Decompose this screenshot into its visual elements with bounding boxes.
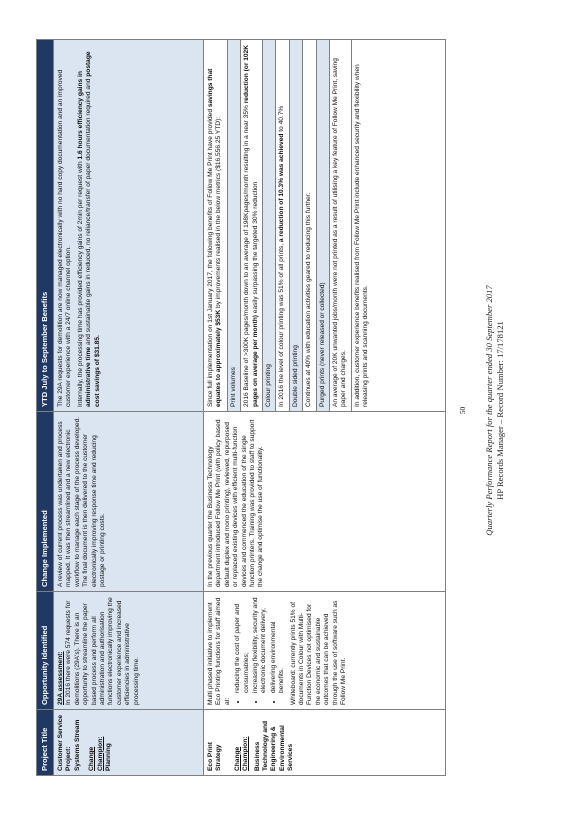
opportunity-heading: 29A assessment:: [57, 651, 64, 705]
metrics-list: [227, 40, 373, 411]
project-title: Customer Service Project:: [57, 714, 73, 771]
benefits-cell: [54, 40, 204, 412]
benefit-paragraph: The 29A requests for demolition are now managed electronically with no hard copy documentation and an improved customer experience with a 24/7 online channel option.: [57, 69, 73, 407]
champion-value: Planning: [105, 743, 113, 771]
table-row: [204, 40, 446, 776]
metric-text-extra: In addition, customer experience benefits realised from Follow Me Print include enhanced security and flexibility when releasing prints and scanning documents.: [351, 40, 373, 411]
benefits-cell: [204, 40, 446, 412]
change-text: A review of current process was undertaken and process mapped. It was then streamlined and a new electronic workflow to manage each stage of the process developed. The final document is then delivered to the customer electronically improving response time and reducing postage or printing costs.: [57, 416, 107, 587]
project-stream: Systems Stream: [73, 719, 81, 771]
table-row: [54, 40, 204, 776]
list-item: • delivering environmental benefits.: [270, 596, 287, 693]
header-project-title: Project Title: [37, 710, 54, 776]
table-header-row: [37, 40, 54, 776]
change-cell: [54, 412, 204, 592]
project-title-cell: [204, 710, 446, 776]
opportunity-tail: Whiteboard: currently prints 51% of documents in Colour with Multi-Function Devices not optimised for the economic and sustainable outcomes that can be achieved through the use of software such as Follow Me Print.: [289, 600, 348, 705]
header-change: Change Implemented: [37, 412, 54, 592]
change-text: In the previous quarter the Business Technology department introduced Follow Me Print (with policy based default duplex and mono printing), reviewed, repurposed or replaced existing devices with efficient multi-function devices and commenced the education of the single function printers. Training was provided to staff to support the change and optimise the use of functionality.: [207, 419, 265, 587]
opportunity-cell: [54, 592, 204, 710]
list-item: • increasing flexibility, security and electronic document delivery,: [252, 596, 269, 693]
metric-label-print-volumes: Print volumes: [227, 40, 240, 411]
benefit-paragraph: Internally, the processing time has provided efficiency gains of 2min per request with 1.6 hours efficiency gains in administrative time and sustainable gains in reduced, no reliance/transfer of paper documentation required and postage cost savings of $31.85.: [76, 51, 101, 407]
metric-text-purged: An average of 20K unwanted jobs/month were not printed as a result of utilising a key feature of Follow Me Print, saving paper and charges.: [329, 40, 351, 411]
champion-value: Business Technology and Engineering & Environmental Services: [253, 720, 295, 771]
list-item: • reducing the cost of paper and consumables;: [234, 596, 251, 693]
metric-label-purged: Purged prints (never released or collected): [316, 40, 329, 411]
footer-record-number: HP Records Manager – Record Number: 17/178121: [495, 321, 505, 500]
opportunity-text: In 2016 there were 574 requests for demolitions (29A's). There is an opportunity to streamline the paper based process and perform all administration and authorisation functions electronically improving the customer experience and increased efficiencies in administrative processing time.: [65, 597, 140, 705]
opportunity-bullets: [234, 596, 286, 705]
metric-text-duplex: Continues at 40% with education activities geared to reducing this further.: [302, 40, 315, 411]
benefit-intro: Since full implementation on 1st January 2017, the following benefits of Follow Me Print have provided savings that equates to approximately $53K by improvements realised in the below metrics ($16,556.25 YTD):: [207, 68, 223, 407]
metric-label-duplex: Double sided printing: [289, 40, 302, 411]
metric-text-colour: In 2016 the level of colour printing was 51% of all prints, a reduction of 10.3% was achieved to 40.7%: [275, 40, 288, 411]
change-cell: [204, 412, 446, 592]
page-number: 50: [458, 406, 467, 415]
page-footer: [484, 0, 506, 821]
opportunity-intro: Multi phased initiative to implement Eco Printing functions for staff aimed at:: [207, 597, 231, 705]
footer-report-title: Quarterly Performance Report for the quarter ended 30 September 2017: [484, 285, 494, 536]
project-title-cell: [54, 710, 204, 776]
header-benefits: YTD July to September Benefits: [37, 40, 54, 412]
header-opportunity: Opportunity Identified: [37, 592, 54, 710]
champion-label: Change Champion:: [233, 736, 250, 771]
benefits-table: [36, 39, 446, 776]
metric-label-colour: Colour printing: [262, 40, 275, 411]
metric-text-print-volumes: 2016 Baseline of >300K pages/month down to an average of 198Kpages/month resulting in a near 35% reduction (or 102K pages on average per month) easily surpassing the targeted 30% reduction: [240, 40, 262, 411]
champion-label: Change Champion:: [88, 736, 104, 771]
project-title: Eco Print Strategy: [207, 742, 223, 771]
opportunity-cell: [204, 592, 446, 710]
